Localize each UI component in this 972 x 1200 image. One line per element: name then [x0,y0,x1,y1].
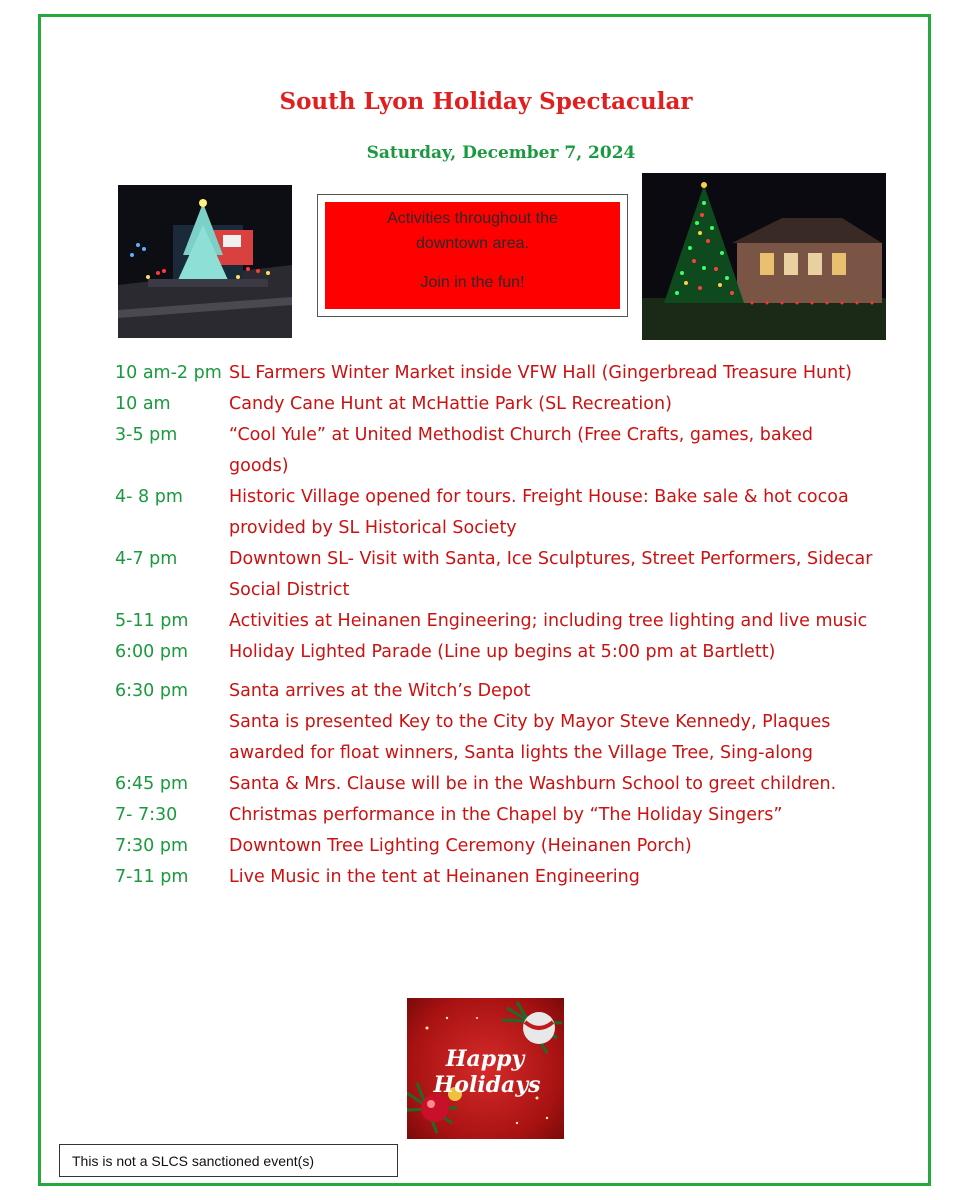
schedule-time: 7-11 pm [115,867,189,887]
schedule-time: 10 am [115,394,171,414]
callout-line-2: downtown area. [416,235,529,252]
callout-line-3: Join in the fun! [420,274,525,291]
schedule-row [115,800,875,831]
parade-photo [118,185,292,338]
schedule-description: Holiday Lighted Parade (Line up begins at 5:00 pm at Bartlett) [229,642,776,662]
page-title: South Lyon Holiday Spectacular [279,88,693,115]
schedule-time: 6:00 pm [115,642,189,662]
depot-photo [642,173,886,340]
schedule-row [115,482,875,544]
schedule-description: SL Farmers Winter Market inside VFW Hall (Gingerbread Treasure Hunt) [229,363,852,383]
schedule-time: 10 am-2 pm [115,363,222,383]
schedule-time: 5-11 pm [115,611,189,631]
depot-illustration [642,173,886,340]
schedule-time: 7- 7:30 [115,805,178,825]
schedule-time: 3-5 pm [115,425,178,445]
schedule-description: Activities at Heinanen Engineering; including tree lighting and live music [229,611,868,631]
schedule-description: Christmas performance in the Chapel by “The Holiday Singers” [229,805,783,825]
schedule-row [115,358,875,389]
schedule-description: Santa & Mrs. Clause will be in the Washburn School to greet children. [229,774,837,794]
schedule-time: 4- 8 pm [115,487,183,507]
schedule-row [115,862,875,893]
activities-callout [317,194,628,317]
event-date: Saturday, December 7, 2024 [366,143,636,163]
parade-illustration [118,185,292,338]
event-schedule [115,358,875,893]
schedule-row [115,769,875,800]
schedule-row [115,389,875,420]
schedule-description: Live Music in the tent at Heinanen Engineering [229,867,640,887]
happy-text: Happy [445,1046,525,1072]
happy-holidays-graphic [407,998,564,1139]
schedule-row [115,544,875,606]
schedule-description: Historic Village opened for tours. Freight House: Bake sale & hot cocoa provided by SL Historical Society [229,487,849,538]
callout-line-1: Activities throughout the [387,210,558,227]
schedule-row [115,831,875,862]
schedule-row [115,707,875,769]
schedule-description: Downtown SL- Visit with Santa, Ice Sculptures, Street Performers, Sidecar Social District [229,549,873,600]
schedule-row [115,676,875,707]
schedule-row [115,606,875,637]
schedule-description: Downtown Tree Lighting Ceremony (Heinanen Porch) [229,836,692,856]
disclaimer-box: This is not a SLCS sanctioned event(s) [59,1144,398,1177]
schedule-description: “Cool Yule” at United Methodist Church (Free Crafts, games, baked goods) [229,425,813,476]
schedule-time: 6:30 pm [115,681,189,701]
activities-callout-fill [325,202,620,309]
schedule-time: 7:30 pm [115,836,189,856]
schedule-time [115,707,229,769]
holidays-text: Holidays [433,1072,541,1098]
schedule-row [115,637,875,668]
schedule-time: 4-7 pm [115,549,178,569]
schedule-row [115,420,875,482]
holiday-ornament-illustration [407,998,564,1139]
schedule-description: Candy Cane Hunt at McHattie Park (SL Recreation) [229,394,672,414]
schedule-description: Santa is presented Key to the City by Mayor Steve Kennedy, Plaques awarded for float winners, Santa lights the Village Tree, Sing-along [229,712,831,763]
schedule-description: Santa arrives at the Witch’s Depot [229,681,531,701]
schedule-time: 6:45 pm [115,774,189,794]
